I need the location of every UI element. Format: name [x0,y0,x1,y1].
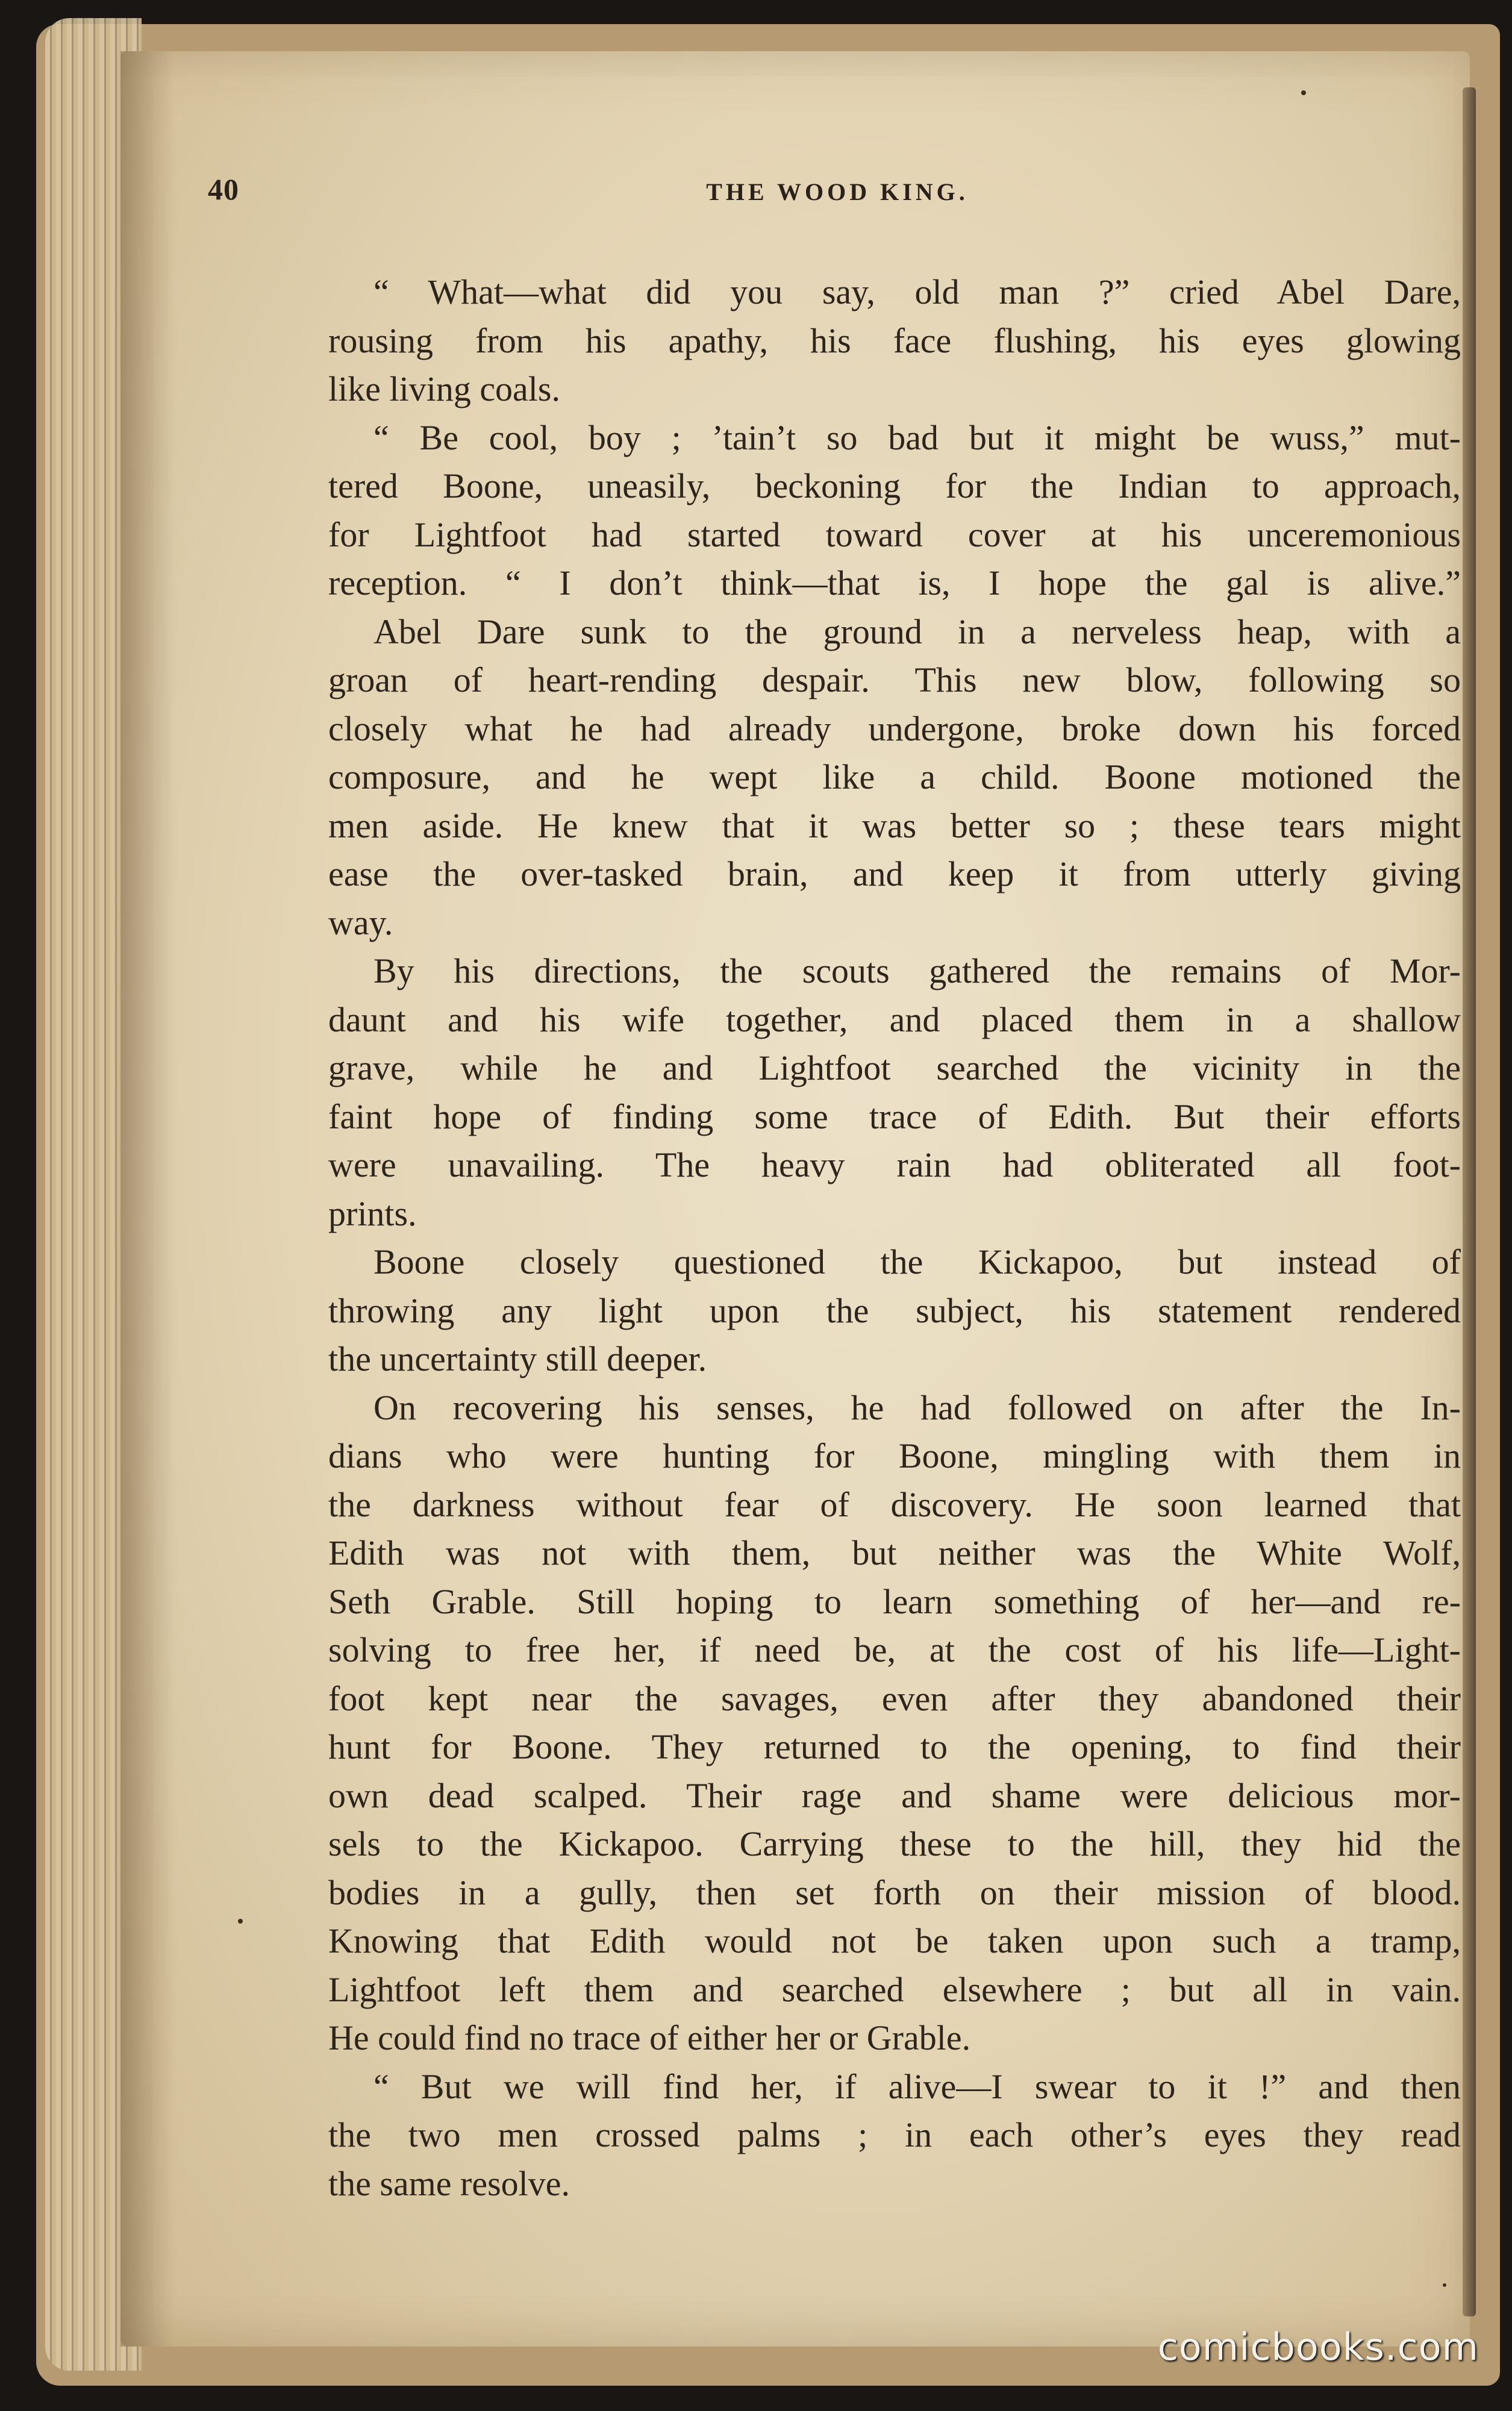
text-line: Seth Grable. Still hoping to learn something of her—and re- [328,1581,1461,1621]
text-line: Lightfoot left them and searched elsewhere ; but all in vain. [328,1969,1461,2009]
text-line: rousing from his apathy, his face flushing, his eyes glowing [328,321,1461,360]
text-line: daunt and his wife together, and placed them in a shallow [328,999,1461,1039]
text-line: “ But we will find her, if alive—I swear to it !” and then [373,2066,1461,2106]
text-line: throwing any light upon the subject, his statement rendered [328,1290,1461,1330]
paper-speck [1301,90,1306,95]
page-header [208,172,1467,220]
text-line: ease the over-tasked brain, and keep it from utterly giving [328,854,1461,893]
paper-speck [238,1919,243,1924]
text-line: men aside. He knew that it was better so ; these tears might [328,805,1461,845]
text-line: the two men crossed palms ; in each other’s eyes they read [328,2115,1461,2154]
text-line: Edith was not with them, but neither was the White Wolf, [328,1533,1461,1572]
text-line: the darkness without fear of discovery. He soon learned that [328,1484,1461,1524]
text-line: On recovering his senses, he had followed on after the In- [373,1387,1461,1427]
text-line: Abel Dare sunk to the ground in a nerveless heap, with a [373,611,1461,651]
text-line: composure, and he wept like a child. Boone motioned the [328,757,1461,796]
text-line: faint hope of finding some trace of Edith. But their efforts [328,1096,1461,1136]
text-line: Knowing that Edith would not be taken upon such a tramp, [328,1921,1461,1960]
text-line: By his directions, the scouts gathered the remains of Mor- [373,951,1461,990]
text-line: the same resolve. [328,2163,570,2203]
text-line: bodies in a gully, then set forth on their mission of blood. [328,1872,1461,1912]
text-line: prints. [328,1193,417,1233]
spine-shadow [120,51,175,2347]
text-line: Boone closely questioned the Kickapoo, but instead of [373,1242,1461,1281]
right-page-edge [1463,87,1476,2316]
text-line: grave, while he and Lightfoot searched the vicinity in the [328,1048,1461,1087]
text-line: closely what he had already undergone, broke down his forced [328,708,1461,748]
text-line: own dead scalped. Their rage and shame were delicious mor- [328,1775,1461,1815]
text-line: were unavailing. The heavy rain had obliterated all foot- [328,1145,1461,1184]
text-line: tered Boone, uneasily, beckoning for the Indian to approach, [328,466,1461,505]
text-line: the uncertainty still deeper. [328,1339,707,1378]
page-number: 40 [208,172,239,206]
text-line: way. [328,902,393,942]
text-line: He could find no trace of either her or Grable. [328,2018,971,2057]
text-line: foot kept near the savages, even after they abandoned their [328,1678,1461,1718]
watermark: comicbooks.com [1157,2325,1479,2369]
text-line: sels to the Kickapoo. Carrying these to the hill, they hid the [328,1824,1461,1863]
body-text [328,268,1461,2208]
text-line: dians who were hunting for Boone, mingling with them in [328,1436,1461,1475]
text-line: like living coals. [328,369,560,408]
text-line: “ What—what did you say, old man ?” cried Abel Dare, [373,272,1461,311]
text-line: hunt for Boone. They returned to the opening, to find their [328,1727,1461,1766]
text-line: solving to free her, if need be, at the cost of his life—Light- [328,1630,1461,1669]
text-line: “ Be cool, boy ; ’tain’t so bad but it might be wuss,” mut- [373,417,1461,457]
running-title: THE WOOD KING. [706,178,969,205]
paper-speck [1443,2283,1446,2287]
text-line: for Lightfoot had started toward cover at his unceremonious [328,514,1461,554]
text-line: reception. “ I don’t think—that is, I hope the gal is alive.” [328,563,1461,602]
text-line: groan of heart-rending despair. This new blow, following so [328,660,1461,699]
